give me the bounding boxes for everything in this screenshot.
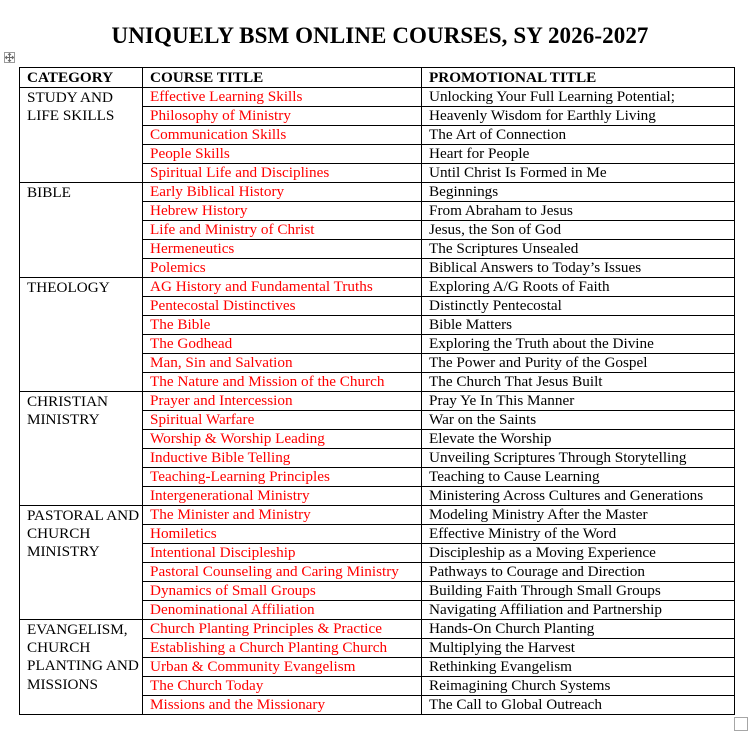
promotional-title-cell: The Art of Connection — [422, 126, 735, 145]
course-title-cell: Denominational Affiliation — [143, 601, 422, 620]
promotional-title-cell: War on the Saints — [422, 411, 735, 430]
header-promotional-title: PROMOTIONAL TITLE — [422, 68, 735, 88]
course-title-cell: Early Biblical History — [143, 183, 422, 202]
promotional-title-cell: Effective Ministry of the Word — [422, 525, 735, 544]
course-title-cell: Intentional Discipleship — [143, 544, 422, 563]
move-arrows-icon — [5, 53, 14, 62]
promotional-title-cell: Pray Ye In This Manner — [422, 392, 735, 411]
course-title-cell: Church Planting Principles & Practice — [143, 620, 422, 639]
course-title-cell: Hebrew History — [143, 202, 422, 221]
course-title-cell: Teaching-Learning Principles — [143, 468, 422, 487]
promotional-title-cell: The Power and Purity of the Gospel — [422, 354, 735, 373]
promotional-title-cell: Exploring A/G Roots of Faith — [422, 278, 735, 297]
table-resize-handle[interactable] — [734, 717, 748, 731]
promotional-title-cell: Rethinking Evangelism — [422, 658, 735, 677]
promotional-title-cell: Reimagining Church Systems — [422, 677, 735, 696]
promotional-title-cell: The Church That Jesus Built — [422, 373, 735, 392]
promotional-title-cell: Heavenly Wisdom for Earthly Living — [422, 107, 735, 126]
course-title-cell: The Bible — [143, 316, 422, 335]
promotional-title-cell: Heart for People — [422, 145, 735, 164]
category-cell: EVANGELISM, CHURCH PLANTING AND MISSIONS — [20, 620, 143, 715]
table-move-handle[interactable] — [4, 52, 15, 63]
promotional-title-cell: Navigating Affiliation and Partnership — [422, 601, 735, 620]
promotional-title-cell: Biblical Answers to Today’s Issues — [422, 259, 735, 278]
courses-table — [19, 67, 735, 715]
course-title-cell: Communication Skills — [143, 126, 422, 145]
table-row — [20, 88, 735, 107]
promotional-title-cell: Building Faith Through Small Groups — [422, 582, 735, 601]
promotional-title-cell: Hands-On Church Planting — [422, 620, 735, 639]
course-title-cell: Man, Sin and Salvation — [143, 354, 422, 373]
course-title-cell: Philosophy of Ministry — [143, 107, 422, 126]
category-cell: THEOLOGY — [20, 278, 143, 392]
promotional-title-cell: Ministering Across Cultures and Generations — [422, 487, 735, 506]
course-title-cell: People Skills — [143, 145, 422, 164]
promotional-title-cell: Teaching to Cause Learning — [422, 468, 735, 487]
promotional-title-cell: Jesus, the Son of God — [422, 221, 735, 240]
promotional-title-cell: Bible Matters — [422, 316, 735, 335]
document-title: UNIQUELY BSM ONLINE COURSES, SY 2026-2027 — [111, 23, 649, 48]
course-title-cell: Inductive Bible Telling — [143, 449, 422, 468]
category-cell: BIBLE — [20, 183, 143, 278]
category-cell: CHRISTIAN MINISTRY — [20, 392, 143, 506]
promotional-title-cell: Unlocking Your Full Learning Potential; — [422, 88, 735, 107]
course-title-cell: Hermeneutics — [143, 240, 422, 259]
promotional-title-cell: Modeling Ministry After the Master — [422, 506, 735, 525]
promotional-title-cell: Discipleship as a Moving Experience — [422, 544, 735, 563]
course-title-cell: The Minister and Ministry — [143, 506, 422, 525]
course-title-cell: Spiritual Life and Disciplines — [143, 164, 422, 183]
promotional-title-cell: Multiplying the Harvest — [422, 639, 735, 658]
course-title-cell: The Nature and Mission of the Church — [143, 373, 422, 392]
promotional-title-cell: Exploring the Truth about the Divine — [422, 335, 735, 354]
table-row — [20, 278, 735, 297]
course-title-cell: Pentecostal Distinctives — [143, 297, 422, 316]
course-title-cell: The Godhead — [143, 335, 422, 354]
category-cell: STUDY AND LIFE SKILLS — [20, 88, 143, 183]
courses-table-body — [20, 88, 735, 715]
course-title-cell: Life and Ministry of Christ — [143, 221, 422, 240]
course-title-cell: Dynamics of Small Groups — [143, 582, 422, 601]
promotional-title-cell: Beginnings — [422, 183, 735, 202]
header-category: CATEGORY — [20, 68, 143, 88]
table-row — [20, 506, 735, 525]
course-title-cell: Missions and the Missionary — [143, 696, 422, 715]
table-row — [20, 183, 735, 202]
course-title-cell: AG History and Fundamental Truths — [143, 278, 422, 297]
category-cell: PASTORAL AND CHURCH MINISTRY — [20, 506, 143, 620]
table-header-row — [20, 68, 735, 88]
course-title-cell: Prayer and Intercession — [143, 392, 422, 411]
course-title-cell: The Church Today — [143, 677, 422, 696]
course-title-cell: Intergenerational Ministry — [143, 487, 422, 506]
promotional-title-cell: The Scriptures Unsealed — [422, 240, 735, 259]
course-title-cell: Effective Learning Skills — [143, 88, 422, 107]
table-row — [20, 392, 735, 411]
course-title-cell: Pastoral Counseling and Caring Ministry — [143, 563, 422, 582]
header-course-title: COURSE TITLE — [143, 68, 422, 88]
promotional-title-cell: From Abraham to Jesus — [422, 202, 735, 221]
promotional-title-cell: Until Christ Is Formed in Me — [422, 164, 735, 183]
course-title-cell: Worship & Worship Leading — [143, 430, 422, 449]
promotional-title-cell: Unveiling Scriptures Through Storytelling — [422, 449, 735, 468]
course-title-cell: Homiletics — [143, 525, 422, 544]
promotional-title-cell: The Call to Global Outreach — [422, 696, 735, 715]
table-row — [20, 620, 735, 639]
course-title-cell: Polemics — [143, 259, 422, 278]
promotional-title-cell: Pathways to Courage and Direction — [422, 563, 735, 582]
promotional-title-cell: Elevate the Worship — [422, 430, 735, 449]
promotional-title-cell: Distinctly Pentecostal — [422, 297, 735, 316]
course-title-cell: Establishing a Church Planting Church — [143, 639, 422, 658]
course-title-cell: Urban & Community Evangelism — [143, 658, 422, 677]
course-title-cell: Spiritual Warfare — [143, 411, 422, 430]
